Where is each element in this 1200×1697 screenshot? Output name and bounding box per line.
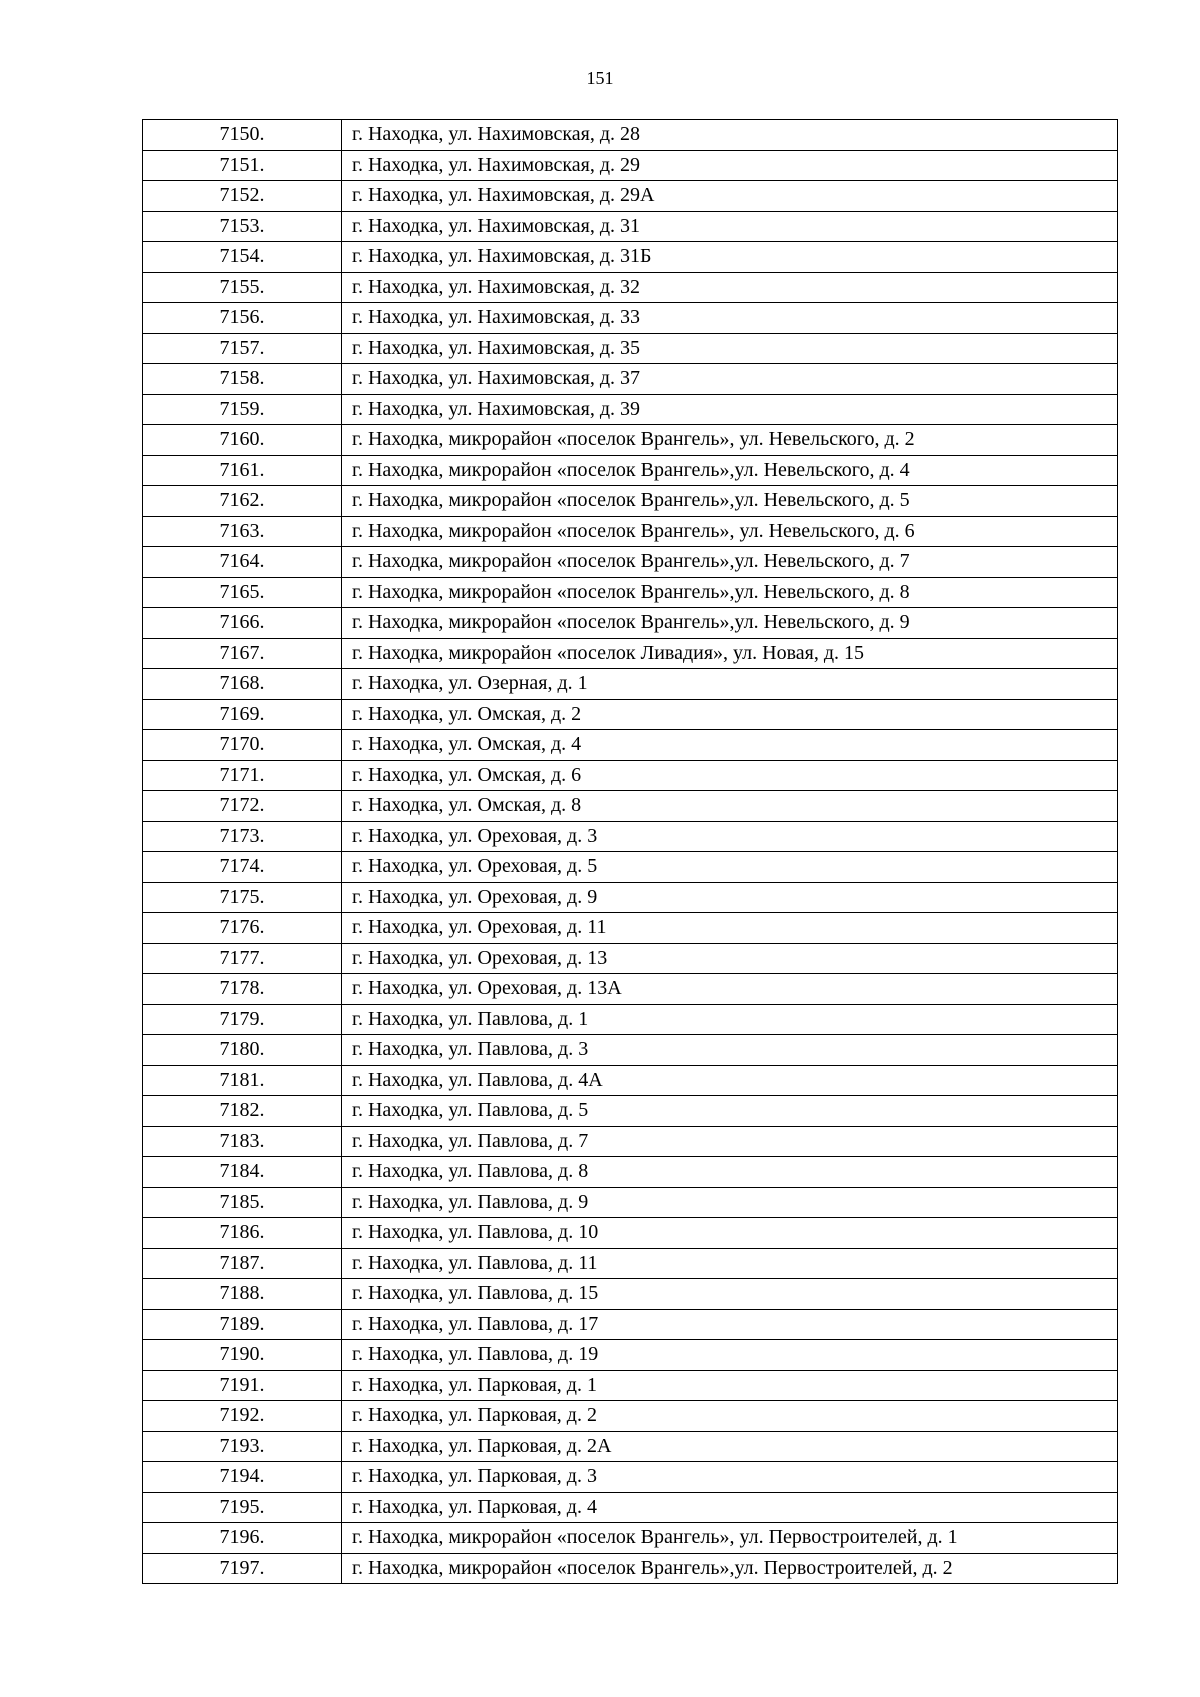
table-row [143,1126,1118,1157]
row-number: 7154. [143,242,342,273]
row-address: г. Находка, ул. Парковая, д. 1 [342,1370,1118,1401]
row-address: г. Находка, микрорайон «поселок Врангель»,ул. Невельского, д. 7 [342,547,1118,578]
row-number: 7164. [143,547,342,578]
row-address: г. Находка, ул. Нахимовская, д. 31 [342,211,1118,242]
table-row [143,1309,1118,1340]
row-address: г. Находка, ул. Ореховая, д. 11 [342,913,1118,944]
row-address: г. Находка, ул. Павлова, д. 8 [342,1157,1118,1188]
row-number: 7168. [143,669,342,700]
row-address: г. Находка, микрорайон «поселок Врангель»,ул. Невельского, д. 4 [342,455,1118,486]
table-row [143,364,1118,395]
table-row [143,760,1118,791]
table-row [143,943,1118,974]
table-row [143,455,1118,486]
row-number: 7182. [143,1096,342,1127]
table-row [143,150,1118,181]
row-number: 7165. [143,577,342,608]
row-address: г. Находка, микрорайон «поселок Врангель», ул. Невельского, д. 2 [342,425,1118,456]
row-number: 7175. [143,882,342,913]
row-address: г. Находка, ул. Ореховая, д. 3 [342,821,1118,852]
table-row [143,1096,1118,1127]
row-number: 7184. [143,1157,342,1188]
row-address: г. Находка, ул. Омская, д. 2 [342,699,1118,730]
row-number: 7174. [143,852,342,883]
row-address: г. Находка, ул. Нахимовская, д. 37 [342,364,1118,395]
row-number: 7176. [143,913,342,944]
table-row [143,333,1118,364]
row-number: 7152. [143,181,342,212]
table-row [143,1218,1118,1249]
row-address: г. Находка, ул. Павлова, д. 5 [342,1096,1118,1127]
table-row [143,1187,1118,1218]
table-row [143,242,1118,273]
row-number: 7159. [143,394,342,425]
row-address: г. Находка, ул. Павлова, д. 17 [342,1309,1118,1340]
row-address: г. Находка, ул. Павлова, д. 15 [342,1279,1118,1310]
row-number: 7150. [143,120,342,151]
table-row [143,547,1118,578]
row-address: г. Находка, ул. Парковая, д. 4 [342,1492,1118,1523]
row-number: 7188. [143,1279,342,1310]
row-number: 7157. [143,333,342,364]
table-body [143,120,1118,1584]
row-address: г. Находка, ул. Павлова, д. 9 [342,1187,1118,1218]
row-number: 7161. [143,455,342,486]
row-number: 7158. [143,364,342,395]
table-row [143,181,1118,212]
row-address: г. Находка, ул. Нахимовская, д. 33 [342,303,1118,334]
table-row [143,1157,1118,1188]
row-number: 7186. [143,1218,342,1249]
table-row [143,638,1118,669]
row-address: г. Находка, микрорайон «поселок Ливадия», ул. Новая, д. 15 [342,638,1118,669]
table-row [143,1035,1118,1066]
row-address: г. Находка, ул. Омская, д. 4 [342,730,1118,761]
row-address: г. Находка, микрорайон «поселок Врангель»,ул. Невельского, д. 8 [342,577,1118,608]
row-number: 7155. [143,272,342,303]
address-table [142,119,1118,1584]
row-number: 7156. [143,303,342,334]
table-row [143,1065,1118,1096]
row-address: г. Находка, ул. Павлова, д. 3 [342,1035,1118,1066]
row-address: г. Находка, ул. Павлова, д. 7 [342,1126,1118,1157]
table-row [143,1492,1118,1523]
table-row [143,1553,1118,1584]
page-number: 151 [586,68,614,88]
table-row [143,1431,1118,1462]
row-number: 7192. [143,1401,342,1432]
row-address: г. Находка, ул. Павлова, д. 1 [342,1004,1118,1035]
row-number: 7166. [143,608,342,639]
row-number: 7181. [143,1065,342,1096]
table-row [143,852,1118,883]
row-address: г. Находка, ул. Озерная, д. 1 [342,669,1118,700]
row-number: 7172. [143,791,342,822]
row-address: г. Находка, ул. Нахимовская, д. 39 [342,394,1118,425]
row-number: 7191. [143,1370,342,1401]
row-number: 7180. [143,1035,342,1066]
row-address: г. Находка, ул. Нахимовская, д. 29 [342,150,1118,181]
row-address: г. Находка, ул. Парковая, д. 2А [342,1431,1118,1462]
row-number: 7167. [143,638,342,669]
row-address: г. Находка, ул. Нахимовская, д. 29А [342,181,1118,212]
table-row [143,608,1118,639]
table-row [143,394,1118,425]
row-number: 7160. [143,425,342,456]
row-number: 7179. [143,1004,342,1035]
row-address: г. Находка, микрорайон «поселок Врангель»,ул. Первостроителей, д. 2 [342,1553,1118,1584]
row-number: 7190. [143,1340,342,1371]
row-address: г. Находка, ул. Омская, д. 6 [342,760,1118,791]
table-row [143,1340,1118,1371]
table-row [143,699,1118,730]
row-address: г. Находка, ул. Нахимовская, д. 32 [342,272,1118,303]
row-address: г. Находка, ул. Омская, д. 8 [342,791,1118,822]
row-address: г. Находка, ул. Нахимовская, д. 28 [342,120,1118,151]
row-number: 7169. [143,699,342,730]
row-address: г. Находка, микрорайон «поселок Врангель», ул. Невельского, д. 6 [342,516,1118,547]
row-number: 7177. [143,943,342,974]
row-number: 7185. [143,1187,342,1218]
table-row [143,1462,1118,1493]
table-row [143,669,1118,700]
row-number: 7187. [143,1248,342,1279]
row-number: 7196. [143,1523,342,1554]
row-number: 7151. [143,150,342,181]
row-address: г. Находка, ул. Нахимовская, д. 31Б [342,242,1118,273]
row-number: 7189. [143,1309,342,1340]
row-address: г. Находка, микрорайон «поселок Врангель»,ул. Невельского, д. 5 [342,486,1118,517]
row-number: 7194. [143,1462,342,1493]
table-row [143,1401,1118,1432]
row-address: г. Находка, ул. Парковая, д. 2 [342,1401,1118,1432]
table-row [143,516,1118,547]
row-address: г. Находка, ул. Ореховая, д. 5 [342,852,1118,883]
row-address: г. Находка, микрорайон «поселок Врангель»,ул. Невельского, д. 9 [342,608,1118,639]
row-address: г. Находка, ул. Павлова, д. 4А [342,1065,1118,1096]
row-address: г. Находка, ул. Ореховая, д. 13А [342,974,1118,1005]
table-row [143,1370,1118,1401]
row-number: 7197. [143,1553,342,1584]
table-row [143,882,1118,913]
table-row [143,211,1118,242]
row-address: г. Находка, ул. Ореховая, д. 9 [342,882,1118,913]
table-row [143,272,1118,303]
row-number: 7195. [143,1492,342,1523]
table-row [143,303,1118,334]
table-row [143,1279,1118,1310]
row-number: 7183. [143,1126,342,1157]
row-number: 7178. [143,974,342,1005]
table-row [143,791,1118,822]
row-address: г. Находка, ул. Павлова, д. 11 [342,1248,1118,1279]
table-row [143,1248,1118,1279]
table-row [143,821,1118,852]
row-address: г. Находка, ул. Ореховая, д. 13 [342,943,1118,974]
table-row [143,1523,1118,1554]
row-number: 7193. [143,1431,342,1462]
row-address: г. Находка, ул. Нахимовская, д. 35 [342,333,1118,364]
row-number: 7170. [143,730,342,761]
table-row [143,120,1118,151]
row-address: г. Находка, ул. Парковая, д. 3 [342,1462,1118,1493]
table-row [143,1004,1118,1035]
table-row [143,486,1118,517]
table-row [143,577,1118,608]
row-number: 7173. [143,821,342,852]
row-number: 7163. [143,516,342,547]
row-number: 7162. [143,486,342,517]
row-address: г. Находка, микрорайон «поселок Врангель», ул. Первостроителей, д. 1 [342,1523,1118,1554]
row-address: г. Находка, ул. Павлова, д. 19 [342,1340,1118,1371]
row-number: 7171. [143,760,342,791]
table-row [143,974,1118,1005]
table-row [143,730,1118,761]
row-address: г. Находка, ул. Павлова, д. 10 [342,1218,1118,1249]
table-row [143,913,1118,944]
row-number: 7153. [143,211,342,242]
table-row [143,425,1118,456]
